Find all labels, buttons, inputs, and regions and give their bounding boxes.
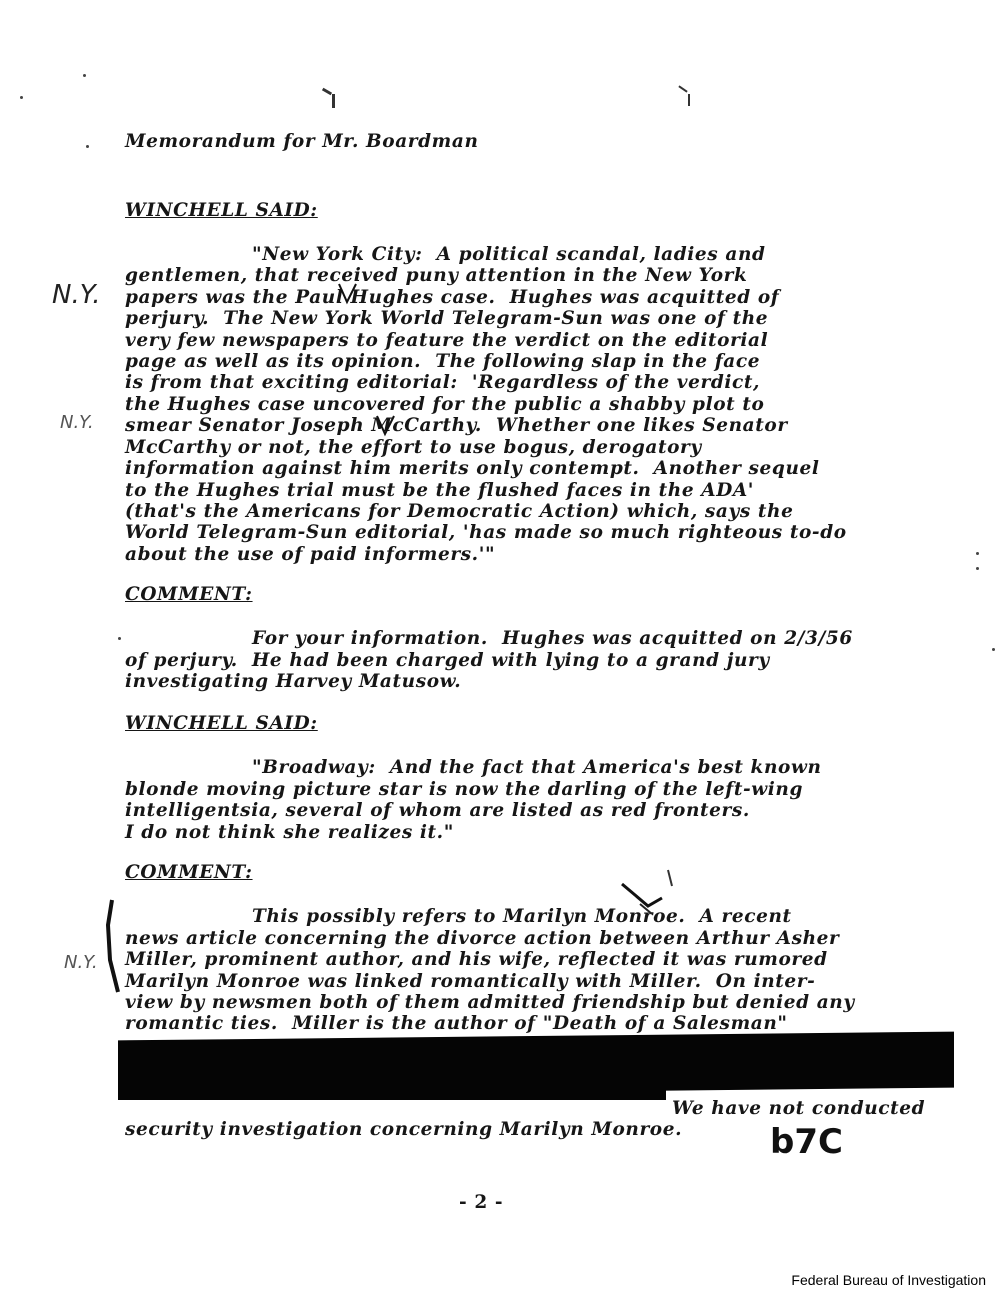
text-line: For your information. Hughes was acquitted on 2/3/56 — [252, 628, 853, 649]
text-line: news article concerning the divorce action between Arthur Asher — [125, 928, 840, 949]
text-line: blonde moving picture star is now the darling of the left-wing — [125, 779, 803, 800]
scan-speck — [976, 567, 979, 570]
scan-speck — [976, 552, 979, 555]
handwritten-margin-note: N.Y. — [60, 412, 94, 433]
handwritten-check — [622, 884, 662, 906]
text-line: I do not think she realizes it." — [125, 822, 454, 843]
text-line: gentlemen, that received puny attention in the New York — [125, 265, 748, 286]
text-line: very few newspapers to feature the verdict on the editorial — [125, 330, 769, 351]
text-line: Marilyn Monroe was linked romantically with Miller. On inter- — [125, 971, 816, 992]
scan-speck — [20, 96, 23, 99]
text-line: romantic ties. Miller is the author of "Death of a Salesman" — [125, 1013, 788, 1034]
section-heading: WINCHELL SAID: — [125, 713, 318, 734]
scan-mark — [322, 88, 332, 96]
text-line: intelligentsia, several of whom are listed as red fronters. — [125, 800, 750, 821]
handwritten-bracket — [108, 900, 118, 992]
handwritten-b7c: b7C — [770, 1122, 843, 1162]
redaction-block — [118, 1086, 666, 1100]
section-heading: COMMENT: — [125, 584, 253, 605]
scan-mark — [688, 94, 690, 106]
scan-speck — [992, 648, 995, 651]
scan-speck — [83, 74, 86, 77]
text-line: information against him merits only contempt. Another sequel — [125, 458, 820, 479]
handwritten-margin-note: N.Y. — [64, 952, 98, 973]
text-line: page as well as its opinion. The following slap in the face — [125, 351, 761, 372]
text-line: view by newsmen both of them admitted friendship but denied any — [125, 992, 855, 1013]
text-line: This possibly refers to Marilyn Monroe. A recent — [252, 906, 792, 927]
memo-header: Memorandum for Mr. Boardman — [125, 131, 479, 152]
scan-mark — [332, 94, 335, 108]
text-line: the Hughes case uncovered for the public a shabby plot to — [125, 394, 765, 415]
scan-speck — [86, 145, 89, 148]
text-line: "New York City: A political scandal, ladies and — [252, 244, 766, 265]
handwritten-check — [668, 870, 672, 886]
scan-mark — [678, 85, 687, 92]
scan-speck — [118, 637, 121, 640]
section-heading: COMMENT: — [125, 862, 253, 883]
text-line: security investigation concerning Marilyn Monroe. — [125, 1119, 683, 1140]
text-line: smear Senator Joseph McCarthy. Whether one likes Senator — [125, 415, 788, 436]
handwritten-margin-note: N.Y. — [52, 280, 101, 310]
text-line: "Broadway: And the fact that America's best known — [252, 757, 822, 778]
footer-source: Federal Bureau of Investigation — [791, 1272, 986, 1288]
text-line: perjury. The New York World Telegram-Sun was one of the — [125, 308, 769, 329]
section-heading: WINCHELL SAID: — [125, 200, 318, 221]
text-line: to the Hughes trial must be the flushed faces in the ADA' — [125, 480, 755, 501]
text-line: about the use of paid informers.'" — [125, 544, 496, 565]
page-number: - 2 - — [459, 1192, 504, 1213]
text-line: McCarthy or not, the effort to use bogus, derogatory — [125, 437, 702, 458]
text-line: is from that exciting editorial: 'Regardless of the verdict, — [125, 372, 761, 393]
text-line: Miller, prominent author, and his wife, reflected it was rumored — [125, 949, 828, 970]
text-line: investigating Harvey Matusow. — [125, 671, 462, 692]
text-line: (that's the Americans for Democratic Action) which, says the — [125, 501, 794, 522]
text-line: World Telegram-Sun editorial, 'has made so much righteous to-do — [125, 522, 847, 543]
text-line: of perjury. He had been charged with lying to a grand jury — [125, 650, 770, 671]
text-line: We have not conducted — [672, 1098, 926, 1119]
text-line: papers was the Paul Hughes case. Hughes was acquitted of — [125, 287, 780, 308]
